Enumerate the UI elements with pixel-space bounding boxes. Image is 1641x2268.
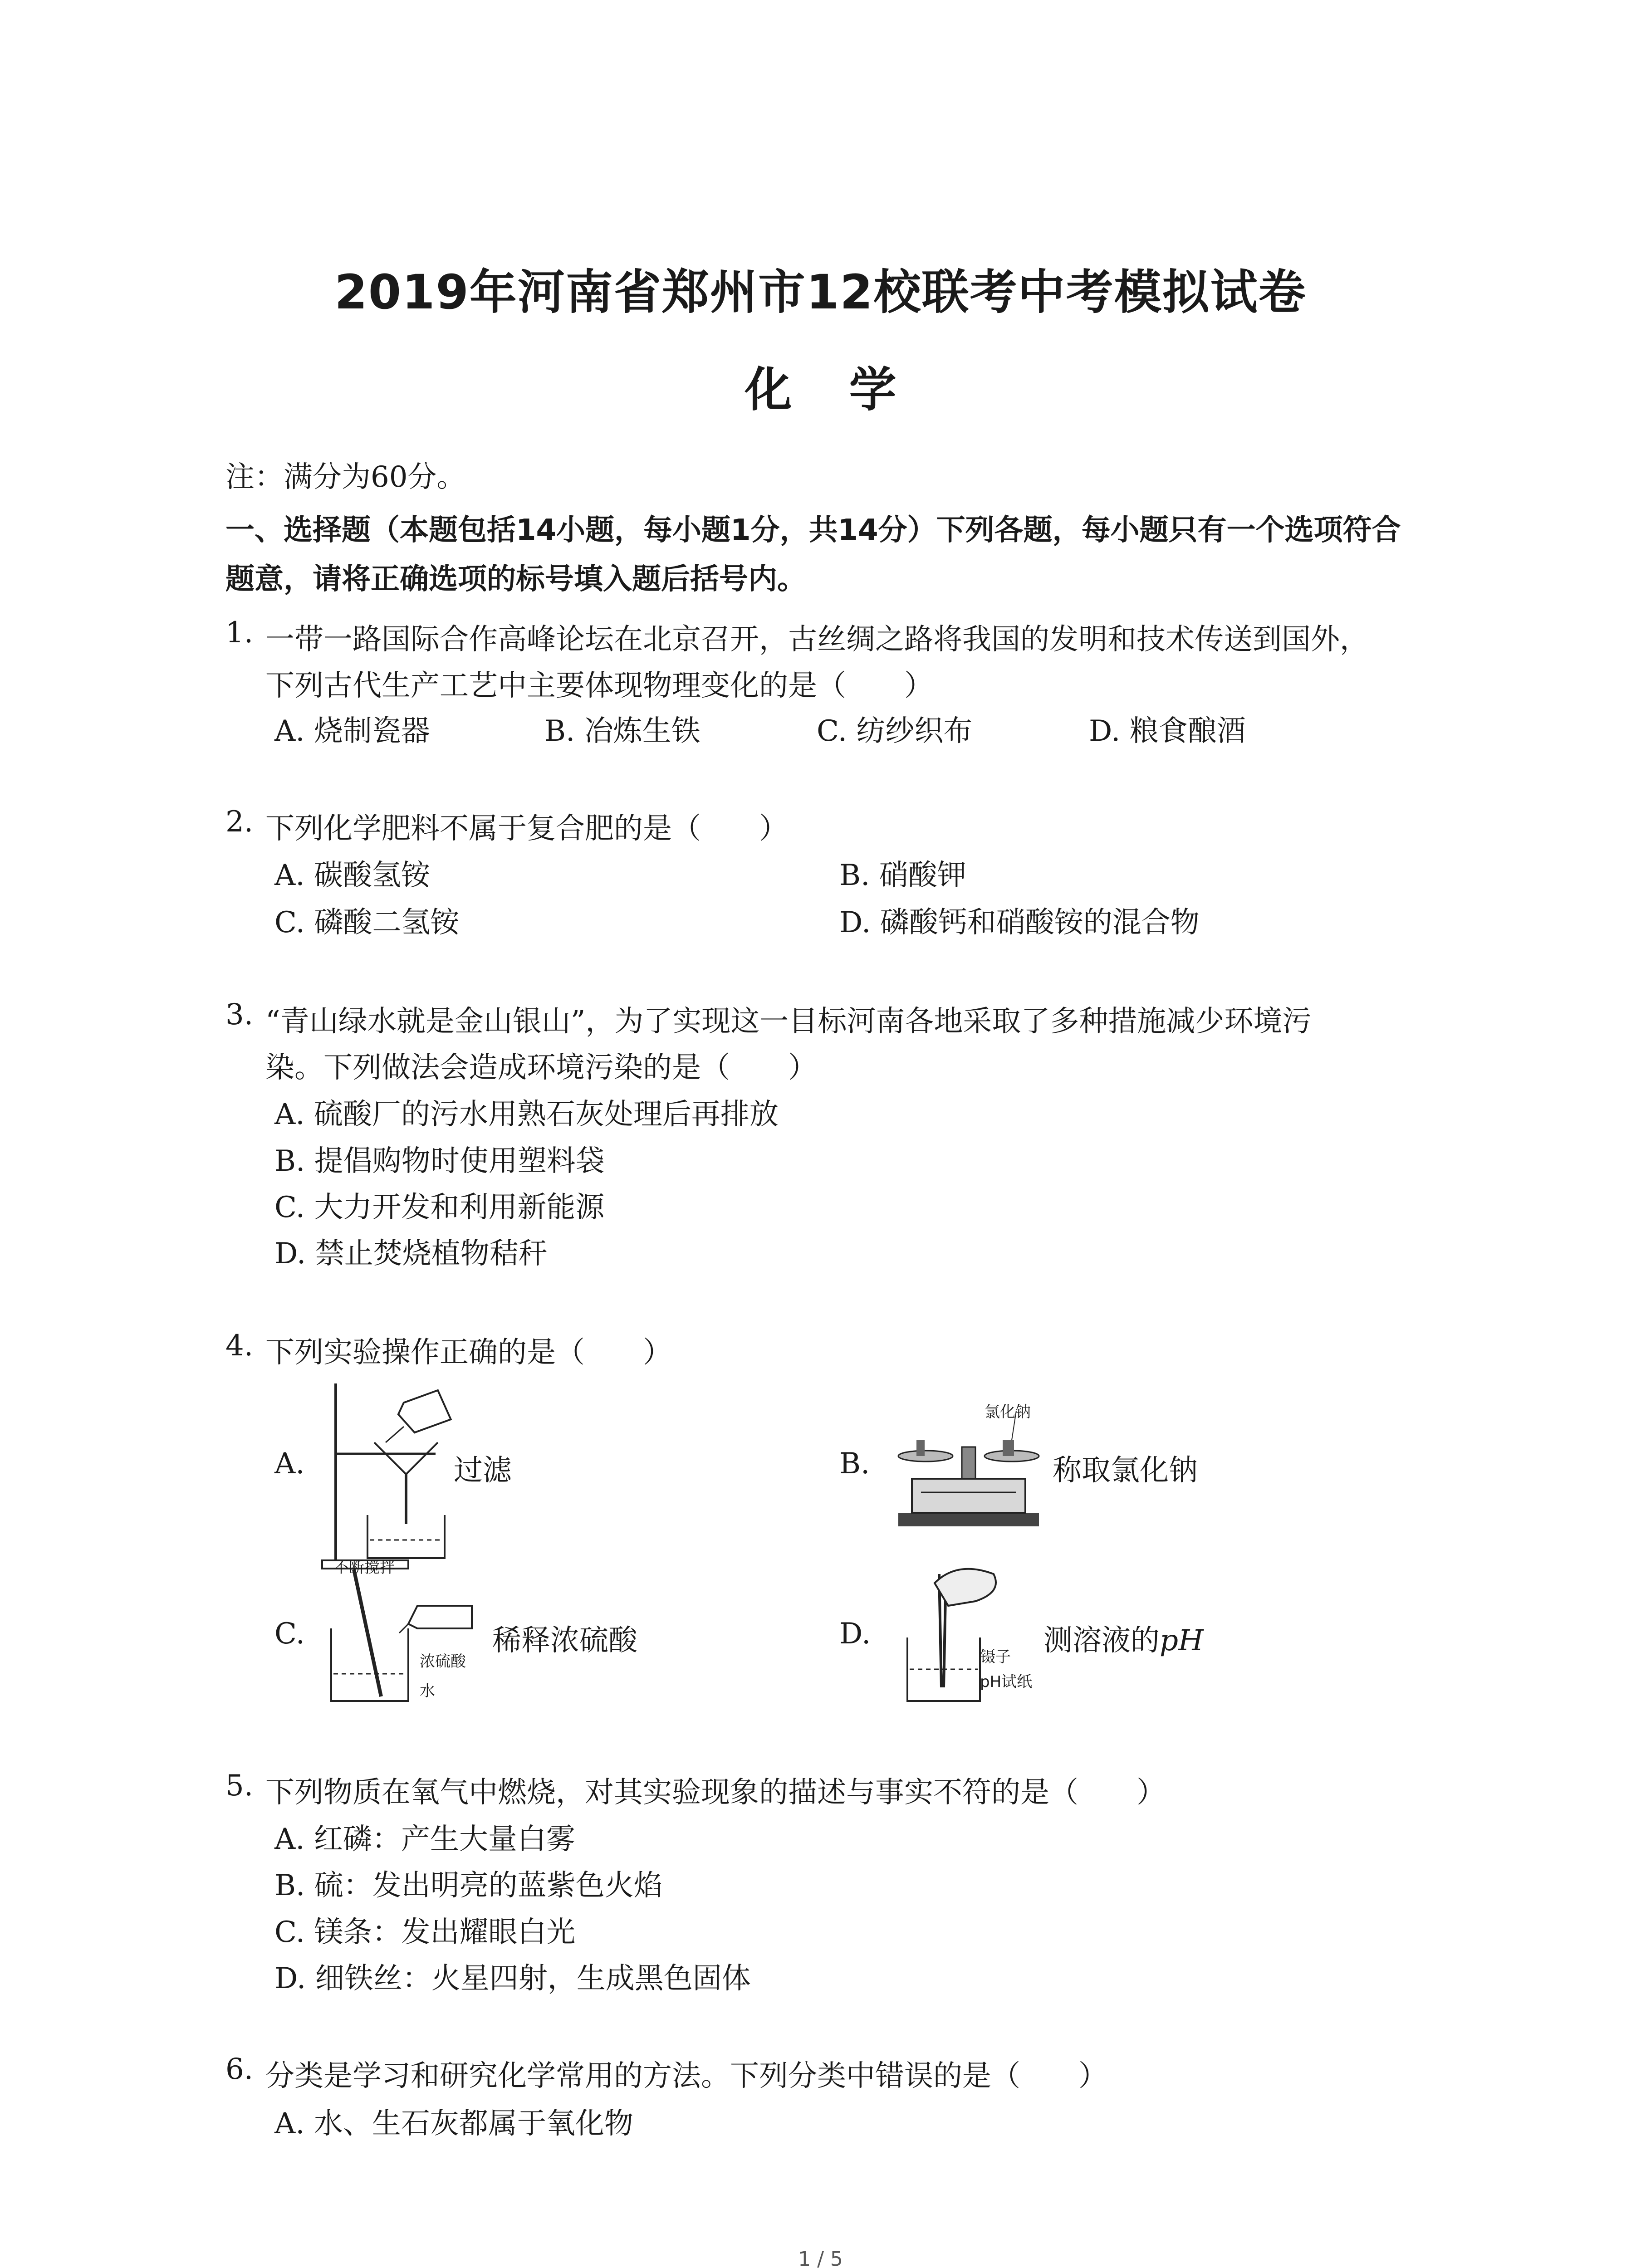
fig-label-tweezers: 镊子 [980, 1648, 1011, 1666]
option-b[interactable]: B. 提倡购物时使用塑料袋 [274, 1144, 605, 1178]
option-b-caption: 称取氯化钠 [1053, 1454, 1198, 1487]
question-stem: 染。下列做法会造成环境污染的是（ ） [265, 1051, 817, 1085]
option-d-caption [1043, 1617, 1204, 1659]
question-number: 3. [225, 998, 254, 1031]
option-d[interactable]: D. 磷酸钙和硝酸铵的混合物 [839, 906, 1200, 939]
option-d[interactable]: D. 禁止焚烧植物秸秆 [274, 1237, 548, 1271]
question-stem: 分类是学习和研究化学常用的方法。下列分类中错误的是（ ） [265, 2059, 1107, 2093]
option-d-letter[interactable]: D. [839, 1617, 871, 1651]
option-d-caption-text: 测溶液的 [1043, 1624, 1160, 1657]
subject-title: 化 学 [745, 362, 896, 417]
option-c[interactable]: C. 磷酸二氢铵 [274, 906, 460, 939]
filtration-figure [318, 1379, 472, 1574]
question-number: 5. [225, 1769, 254, 1803]
option-c-letter[interactable]: C. [274, 1617, 305, 1651]
option-b[interactable]: B. 硝酸钾 [839, 859, 966, 892]
option-a[interactable]: A. 碳酸氢铵 [274, 859, 430, 892]
question-stem: “青山绿水就是金山银山”，为了实现这一目标河南各地采取了多种措施减少环境污 [265, 1005, 1312, 1038]
option-b[interactable]: B. 硫：发出明亮的蓝紫色火焰 [274, 1869, 663, 1902]
section-instructions [225, 506, 1450, 604]
page-number: 1 / 5 [798, 2248, 843, 2268]
score-note: 注：满分为60分。 [225, 460, 466, 494]
option-c[interactable]: C. 纺纱织布 [817, 714, 973, 748]
option-b[interactable]: B. 冶炼生铁 [544, 714, 700, 748]
fig-label-stir: 不断搅拌 [333, 1559, 395, 1577]
option-a[interactable]: A. 红磷：产生大量白雾 [274, 1823, 575, 1856]
fig-label-water: 水 [420, 1682, 435, 1700]
section-instructions-line2: 题意，请将正确选项的标号填入题后括号内。 [225, 562, 806, 596]
option-a[interactable]: A. 水、生石灰都属于氧化物 [274, 2107, 633, 2141]
option-a[interactable]: A. 烧制瓷器 [274, 714, 430, 748]
question-number: 4. [225, 1329, 254, 1363]
option-c-caption: 稀释浓硫酸 [492, 1624, 637, 1657]
option-c[interactable]: C. 大力开发和利用新能源 [274, 1191, 605, 1224]
question-stem: 一带一路国际合作高峰论坛在北京召开，古丝绸之路将我国的发明和技术传送到国外， [265, 623, 1369, 656]
question-stem: 下列实验操作正确的是（ ） [265, 1336, 672, 1369]
fig-label-ph-paper: pH试纸 [980, 1673, 1033, 1691]
question-number: 6. [225, 2053, 254, 2086]
question-number: 2. [225, 805, 254, 839]
option-c[interactable]: C. 镁条：发出耀眼白光 [274, 1916, 576, 1949]
question-stem: 下列古代生产工艺中主要体现物理变化的是（ ） [265, 669, 933, 703]
fig-label-nacl: 氯化钠 [985, 1403, 1031, 1421]
option-a[interactable]: A. 硫酸厂的污水用熟石灰处理后再排放 [274, 1098, 779, 1131]
option-d[interactable]: D. 细铁丝：火星四射，生成黑色固体 [274, 1962, 751, 1995]
question-stem: 下列物质在氧气中燃烧，对其实验现象的描述与事实不符的是（ ） [265, 1776, 1166, 1809]
question-number: 1. [225, 616, 254, 650]
option-a-letter[interactable]: A. [274, 1447, 305, 1481]
section-instructions-line1: 一、选择题（本题包括14小题，每小题1分，共14分）下列各题，每小题只有一个选项符合 [225, 513, 1401, 547]
option-a-caption: 过滤 [454, 1454, 512, 1487]
fig-label-acid: 浓硫酸 [420, 1652, 466, 1671]
dilution-figure [322, 1560, 495, 1710]
option-d[interactable]: D. 粮食酿酒 [1089, 714, 1246, 748]
exam-title: 2019年河南省郑州市12校联考中考模拟试卷 [334, 264, 1307, 320]
option-b-letter[interactable]: B. [839, 1447, 870, 1481]
option-d-caption-italic: pH [1160, 1624, 1204, 1657]
question-stem: 下列化学肥料不属于复合肥的是（ ） [265, 812, 788, 846]
